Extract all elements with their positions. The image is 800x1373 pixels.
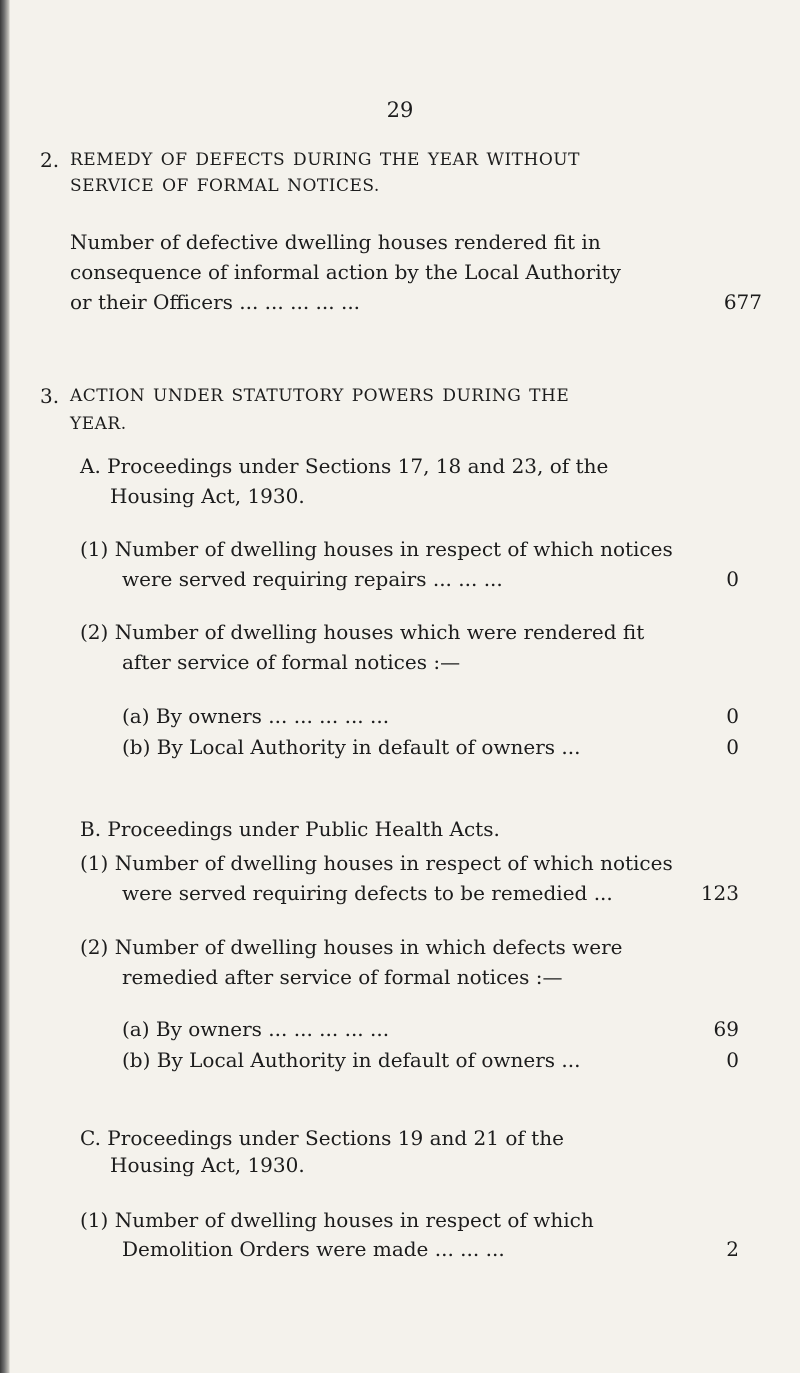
section-3-title-line2: YEAR.	[70, 414, 127, 434]
b-item2-line2: remedied after service of formal notices :—	[122, 965, 563, 989]
section-3-number: 3.	[40, 384, 60, 408]
c-item1-line2: Demolition Orders were made ... ... ...	[122, 1237, 505, 1261]
a-item2-line1: (2) Number of dwelling houses which were rendered fit	[80, 620, 645, 644]
page-binding-edge	[0, 0, 10, 1373]
section-2-title-line2: SERVICE OF FORMAL NOTICES.	[70, 176, 380, 196]
b-item2-line1: (2) Number of dwelling houses in which defects were	[80, 935, 623, 959]
subsection-c-heading-line1: C. Proceedings under Sections 19 and 21 of the	[80, 1126, 564, 1150]
subsection-c-heading-line2: Housing Act, 1930.	[110, 1153, 305, 1177]
a-item2-a-value: 0	[726, 704, 739, 728]
page-number: 29	[386, 98, 414, 122]
c-item1-value: 2	[726, 1237, 739, 1261]
subsection-a-heading-line1: A. Proceedings under Sections 17, 18 and 23, of the	[80, 454, 609, 478]
section-2-title-line1: REMEDY OF DEFECTS DURING THE YEAR WITHOUT	[70, 150, 580, 170]
subsection-b-heading: B. Proceedings under Public Health Acts.	[80, 817, 500, 841]
subsection-a-heading-line2: Housing Act, 1930.	[110, 484, 305, 508]
section-2-number: 2.	[40, 148, 60, 172]
a-item1-value: 0	[726, 567, 739, 591]
section-2-body-line2: consequence of informal action by the Local Authority	[70, 260, 621, 284]
a-item2-b-label: (b) By Local Authority in default of owners ...	[122, 735, 581, 759]
a-item2-line2: after service of formal notices :—	[122, 650, 461, 674]
b-item2-b-value: 0	[726, 1048, 739, 1072]
c-item1-line1: (1) Number of dwelling houses in respect of which	[80, 1208, 594, 1232]
b-item1-line2: were served requiring defects to be remedied ...	[122, 881, 613, 905]
a-item2-a-label: (a) By owners ... ... ... ... ...	[122, 704, 390, 728]
section-3-title-line1: ACTION UNDER STATUTORY POWERS DURING THE	[70, 386, 570, 406]
b-item2-b-label: (b) By Local Authority in default of owners ...	[122, 1048, 581, 1072]
b-item2-a-label: (a) By owners ... ... ... ... ...	[122, 1017, 390, 1041]
section-2-value: 677	[723, 290, 762, 314]
b-item1-line1: (1) Number of dwelling houses in respect of which notices	[80, 851, 673, 875]
b-item1-value: 123	[700, 881, 739, 905]
a-item1-line2: were served requiring repairs ... ... ...	[122, 567, 503, 591]
b-item2-a-value: 69	[713, 1017, 739, 1041]
a-item2-b-value: 0	[726, 735, 739, 759]
a-item1-line1: (1) Number of dwelling houses in respect of which notices	[80, 537, 673, 561]
section-2-body-line1: Number of defective dwelling houses rendered fit in	[70, 230, 601, 254]
section-2-body-line3: or their Officers ... ... ... ... ...	[70, 290, 361, 314]
